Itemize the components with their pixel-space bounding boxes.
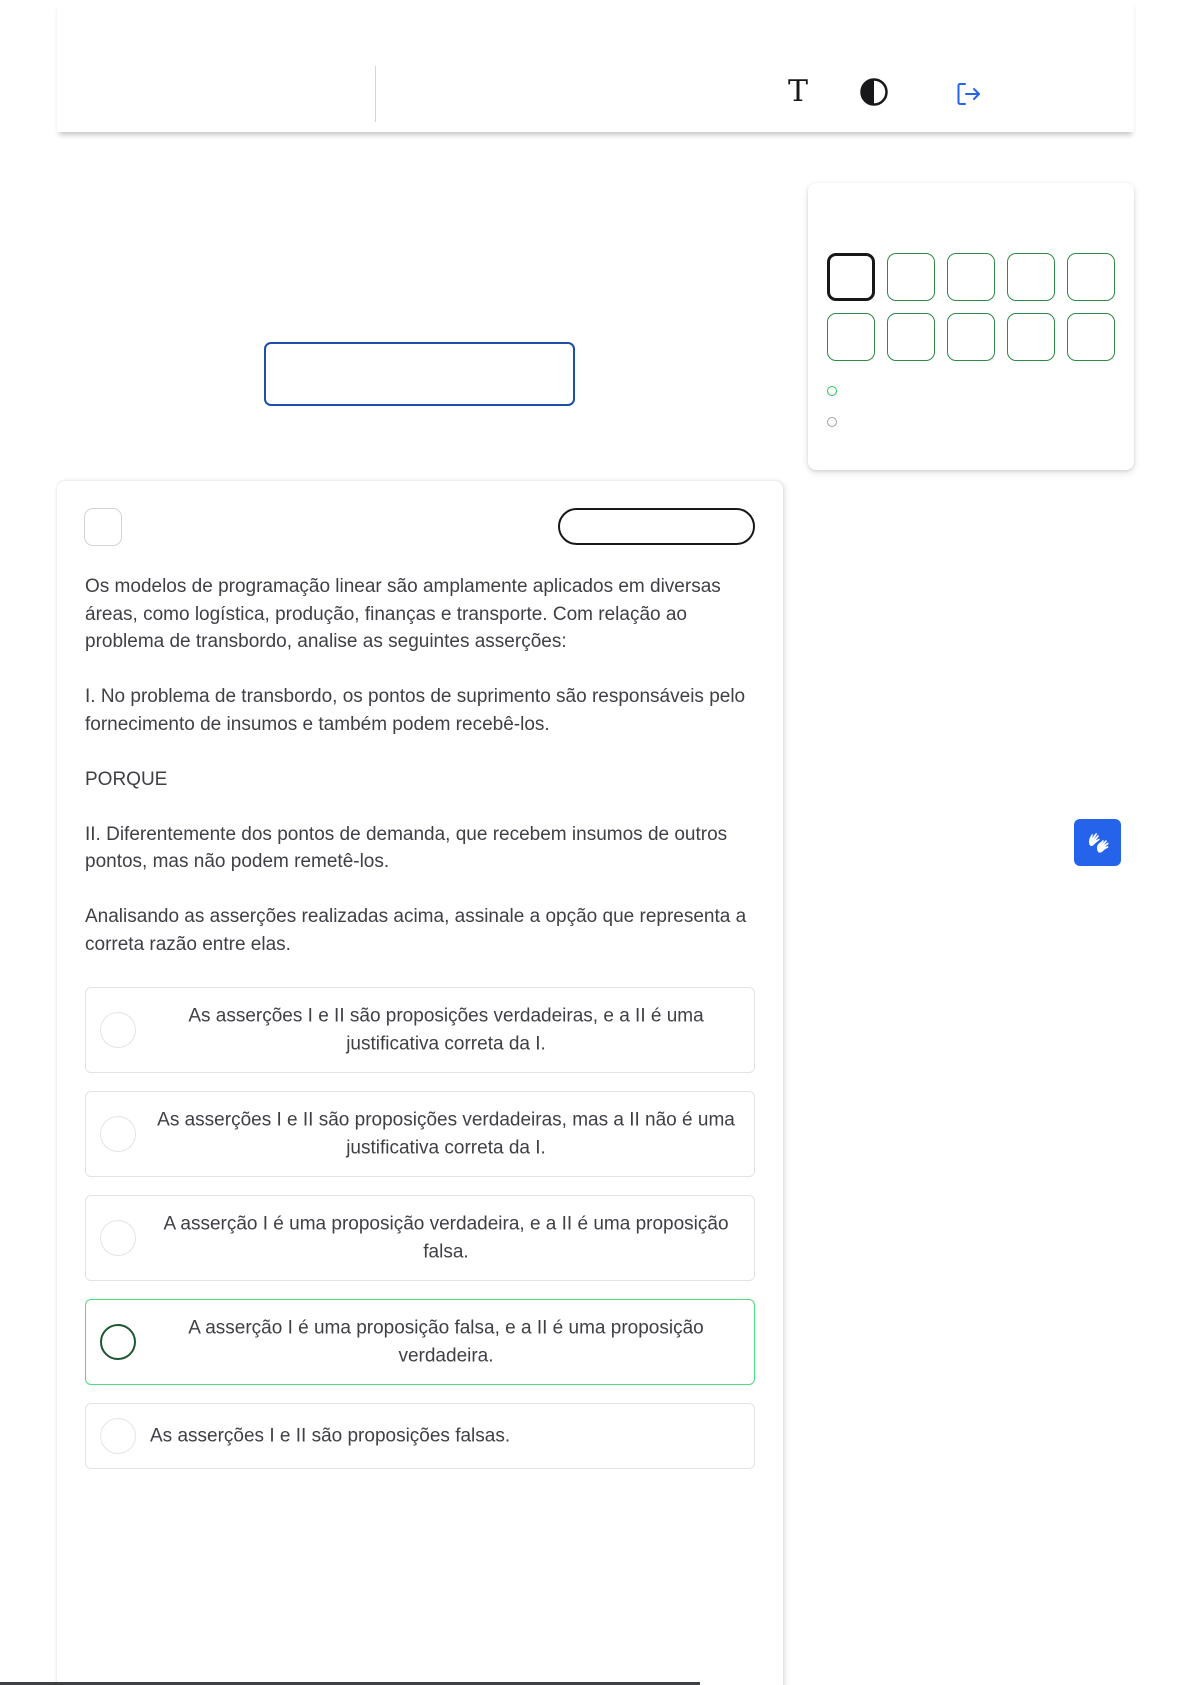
- answer-option-c[interactable]: [85, 1195, 755, 1281]
- answer-option-d[interactable]: [85, 1299, 755, 1385]
- question-nav-box[interactable]: [1007, 313, 1055, 361]
- option-radio[interactable]: [100, 1418, 136, 1454]
- sign-language-button[interactable]: [1074, 819, 1121, 866]
- question-nav-box[interactable]: [1067, 253, 1115, 301]
- option-radio[interactable]: [100, 1116, 136, 1152]
- legend-answered-dot: [827, 386, 837, 396]
- option-text: As asserções I e II são proposições falsas.: [150, 1425, 511, 1447]
- option-radio[interactable]: [100, 1324, 136, 1360]
- question-nav-box[interactable]: [887, 313, 935, 361]
- question-nav-box[interactable]: [887, 253, 935, 301]
- option-text: As asserções I e II são proposições verdadeiras, e a II é uma justificativa correta da I.: [188, 1005, 704, 1054]
- question-nav-box[interactable]: [827, 313, 875, 361]
- stem-paragraph: Os modelos de programação linear são amplamente aplicados em diversas áreas, como logística, produção, finanças e transporte. Com relação ao problema de transbordo, analise as seguintes asserções:: [85, 576, 721, 652]
- blue-outlined-field[interactable]: [264, 342, 575, 406]
- option-text: A asserção I é uma proposição falsa, e a II é uma proposição verdadeira.: [188, 1317, 704, 1366]
- stem-paragraph: II. Diferentemente dos pontos de demanda, que recebem insumos de outros pontos, mas não podem remetê-los.: [85, 823, 728, 872]
- option-text: As asserções I e II são proposições verdadeiras, mas a II não é uma justificativa correta da I.: [157, 1109, 735, 1158]
- question-navigation-panel: [808, 183, 1134, 470]
- header-divider: [375, 66, 376, 122]
- answer-option-e[interactable]: [85, 1403, 755, 1469]
- question-nav-box[interactable]: [947, 313, 995, 361]
- question-stem: [85, 573, 755, 986]
- stem-paragraph: I. No problema de transbordo, os pontos de suprimento são responsáveis pelo fornecimento de insumos e também podem recebê-los.: [85, 686, 746, 735]
- question-grid: [827, 253, 1115, 361]
- option-text: A asserção I é uma proposição verdadeira, e a II é uma proposição falsa.: [163, 1213, 729, 1262]
- top-header-bar: [57, 0, 1134, 132]
- contrast-icon[interactable]: [858, 76, 890, 108]
- question-pill-button[interactable]: [558, 508, 755, 545]
- stem-paragraph: PORQUE: [85, 768, 168, 790]
- question-nav-box[interactable]: [1007, 253, 1055, 301]
- option-radio[interactable]: [100, 1012, 136, 1048]
- legend-unanswered-dot: [827, 417, 837, 427]
- font-size-icon[interactable]: T: [787, 74, 808, 109]
- answer-option-a[interactable]: [85, 987, 755, 1073]
- mark-question-checkbox[interactable]: [84, 508, 122, 546]
- question-nav-box[interactable]: [1067, 313, 1115, 361]
- stem-paragraph: Analisando as asserções realizadas acima, assinale a opção que representa a correta razão entre elas.: [85, 906, 747, 955]
- question-card: [57, 481, 783, 1685]
- logout-icon[interactable]: [953, 78, 985, 110]
- option-radio[interactable]: [100, 1220, 136, 1256]
- sign-language-hands-icon: [1083, 828, 1113, 858]
- question-nav-box[interactable]: [947, 253, 995, 301]
- answer-option-b[interactable]: [85, 1091, 755, 1177]
- question-nav-box[interactable]: [827, 253, 875, 301]
